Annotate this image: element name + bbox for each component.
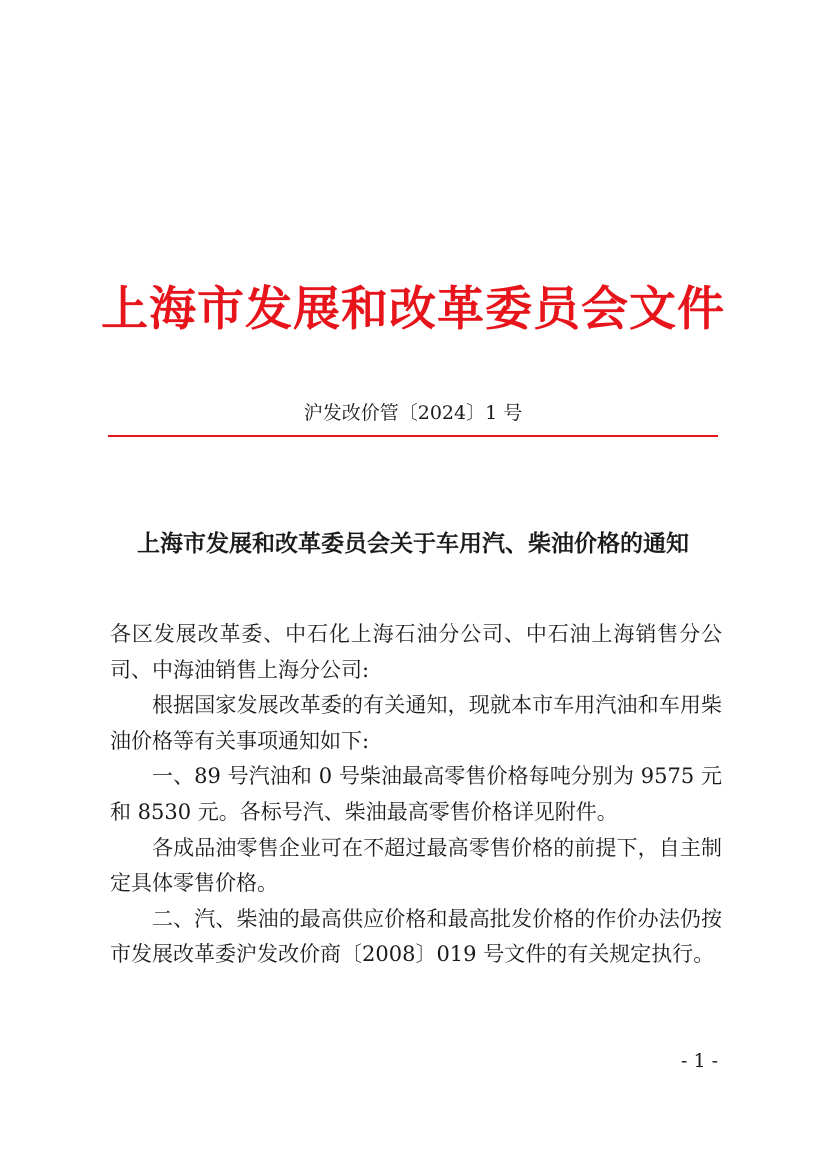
body-paragraph-2: 一、89 号汽油和 0 号柴油最高零售价格每吨分别为 9575 元和 8530 元。各标号汽、柴油最高零售价格详见附件。 (110, 764, 722, 824)
body-paragraph-1: 根据国家发展改革委的有关通知，现就本市车用汽油和车用柴油价格等有关事项通知如下: (110, 693, 722, 753)
document-body (110, 617, 722, 973)
masthead-title: 上海市发展和改革委员会文件 (101, 282, 725, 337)
red-divider-line (108, 435, 718, 437)
page-number: - 1 - (680, 1050, 718, 1072)
salutation: 各区发展改革委、中石化上海石油分公司、中石油上海销售分公司、中海油销售上海分公司: (110, 622, 722, 682)
body-paragraph-3: 各成品油零售企业可在不超过最高零售价格的前提下，自主制定具体零售价格。 (110, 835, 722, 896)
document-number: 沪发改价管〔2024〕1 号 (303, 402, 523, 424)
document-title: 上海市发展和改革委员会关于车用汽、柴油价格的通知 (137, 530, 689, 557)
body-paragraph-4: 二、汽、柴油的最高供应价格和最高批发价格的作价办法仍按市发展改革委沪发改价商〔2008〕019 号文件的有关规定执行。 (110, 906, 722, 967)
